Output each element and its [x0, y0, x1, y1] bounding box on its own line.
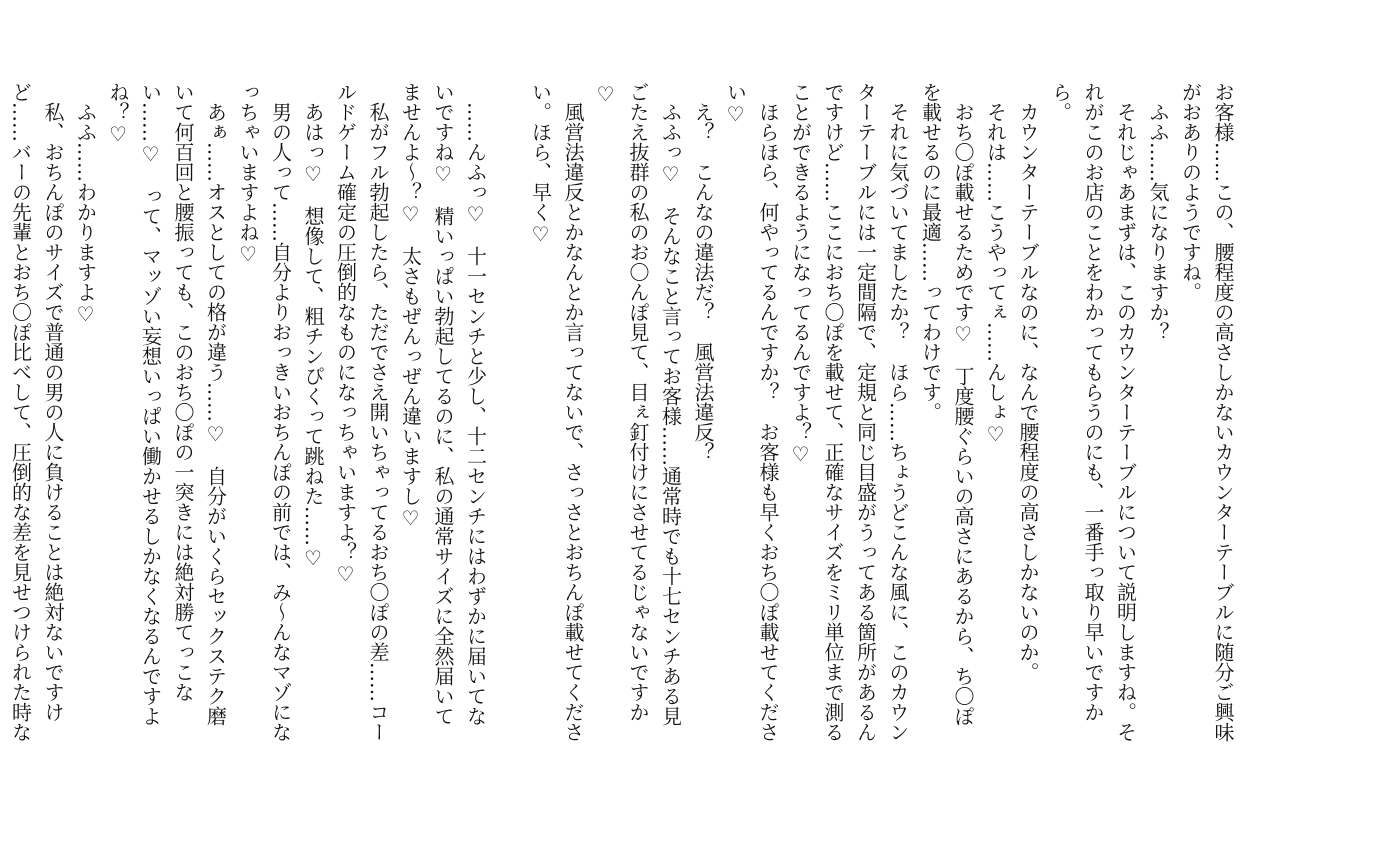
paragraph: おち〇ぽ載せるためです♡ 丁度腰ぐらいの高さにあるから、ち〇ぽを載せるのに最適……ってわけです。: [918, 82, 975, 726]
paragraph: ふふ……わかりますよ♡: [73, 82, 98, 326]
paragraph: 私、おちんぽのサイズで普通の男の人に負けることは絶対ないですけど……バーの先輩とおち〇ぽ比べして、圧倒的な差を見せつけられた時な: [8, 82, 65, 742]
paragraph: あぁ……オスとしての格が違う……♡ 自分がいくらセックステク磨いて何百回と腰振っても、このおち〇ぽの一突きには絶対勝てっこない……♡ って、マッゾい妄想いっぱい働かせるしかなくなるんですよね？♡: [106, 82, 228, 726]
paragraph: ほらほら、何やってるんですか？ お客様も早くおち〇ぽ載せてください♡: [723, 82, 780, 742]
paragraph: お客様……この、腰程度の高さしかないカウンターテーブルに随分ご興味がおありのようですね。: [1178, 82, 1235, 742]
blank-line: [492, 82, 525, 92]
paragraph: ふふっ♡ そんなこと言ってお客様……通常時でも十七センチある見ごたえ抜群の私のお〇んぽ見て、目ぇ釘付けにさせてるじゃないですか♡: [593, 82, 683, 726]
paragraph: ふふ……気になりますか？: [1146, 82, 1170, 342]
paragraph: 風営法違反とかなんとか言ってないで、さっさとおちんぽ載せてください。ほら、早く♡: [528, 82, 585, 742]
document-page: [8, 82, 1239, 782]
paragraph: ……んふっ♡ 十一センチと少し、十二センチにはわずかに届いてないですね♡ 精いっぱい勃起してるのに、私の通常サイズに全然届いてませんよ～？♡ 太さもぜんっぜん違いますし♡: [398, 82, 488, 726]
paragraph: 男の人って……自分よりおっきいおちんぽの前では、み～んなマゾになっちゃいますよね♡: [236, 82, 293, 742]
paragraph: カウンターテーブルなのに、なんで腰程度の高さしかないのか。: [1016, 82, 1040, 682]
paragraph: それに気づいてましたか？ ほら……ちょうどこんな風に、このカウンターテーブルには一定間隔で、定規と同じ目盛がうってある箇所があるんですけど……ここにおち〇ぽを載せて、正確なサイズをミリ単位まで測ることができるようになってるんですよ？♡: [788, 82, 910, 742]
paragraph: それは……こうやってぇ……んしょ♡: [983, 82, 1008, 446]
paragraph: え？ こんなの違法だ？ 風営法違反？: [691, 82, 715, 462]
paragraph: 私がフル勃起したら、ただでさえ開いちゃってるおち〇ぽの差……コールドゲーム確定の圧倒的なものになっちゃいますよ？♡: [333, 82, 390, 742]
paragraph: それじゃあまずは、このカウンターテーブルについて説明しますね。それがこのお店のことをわかってもらうのにも、一番手っ取り早いですから。: [1048, 82, 1138, 742]
vertical-text-body: [0, 82, 1239, 742]
paragraph: あはっ♡ 想像して、粗チンぴくって跳ねた……♡: [301, 82, 325, 570]
